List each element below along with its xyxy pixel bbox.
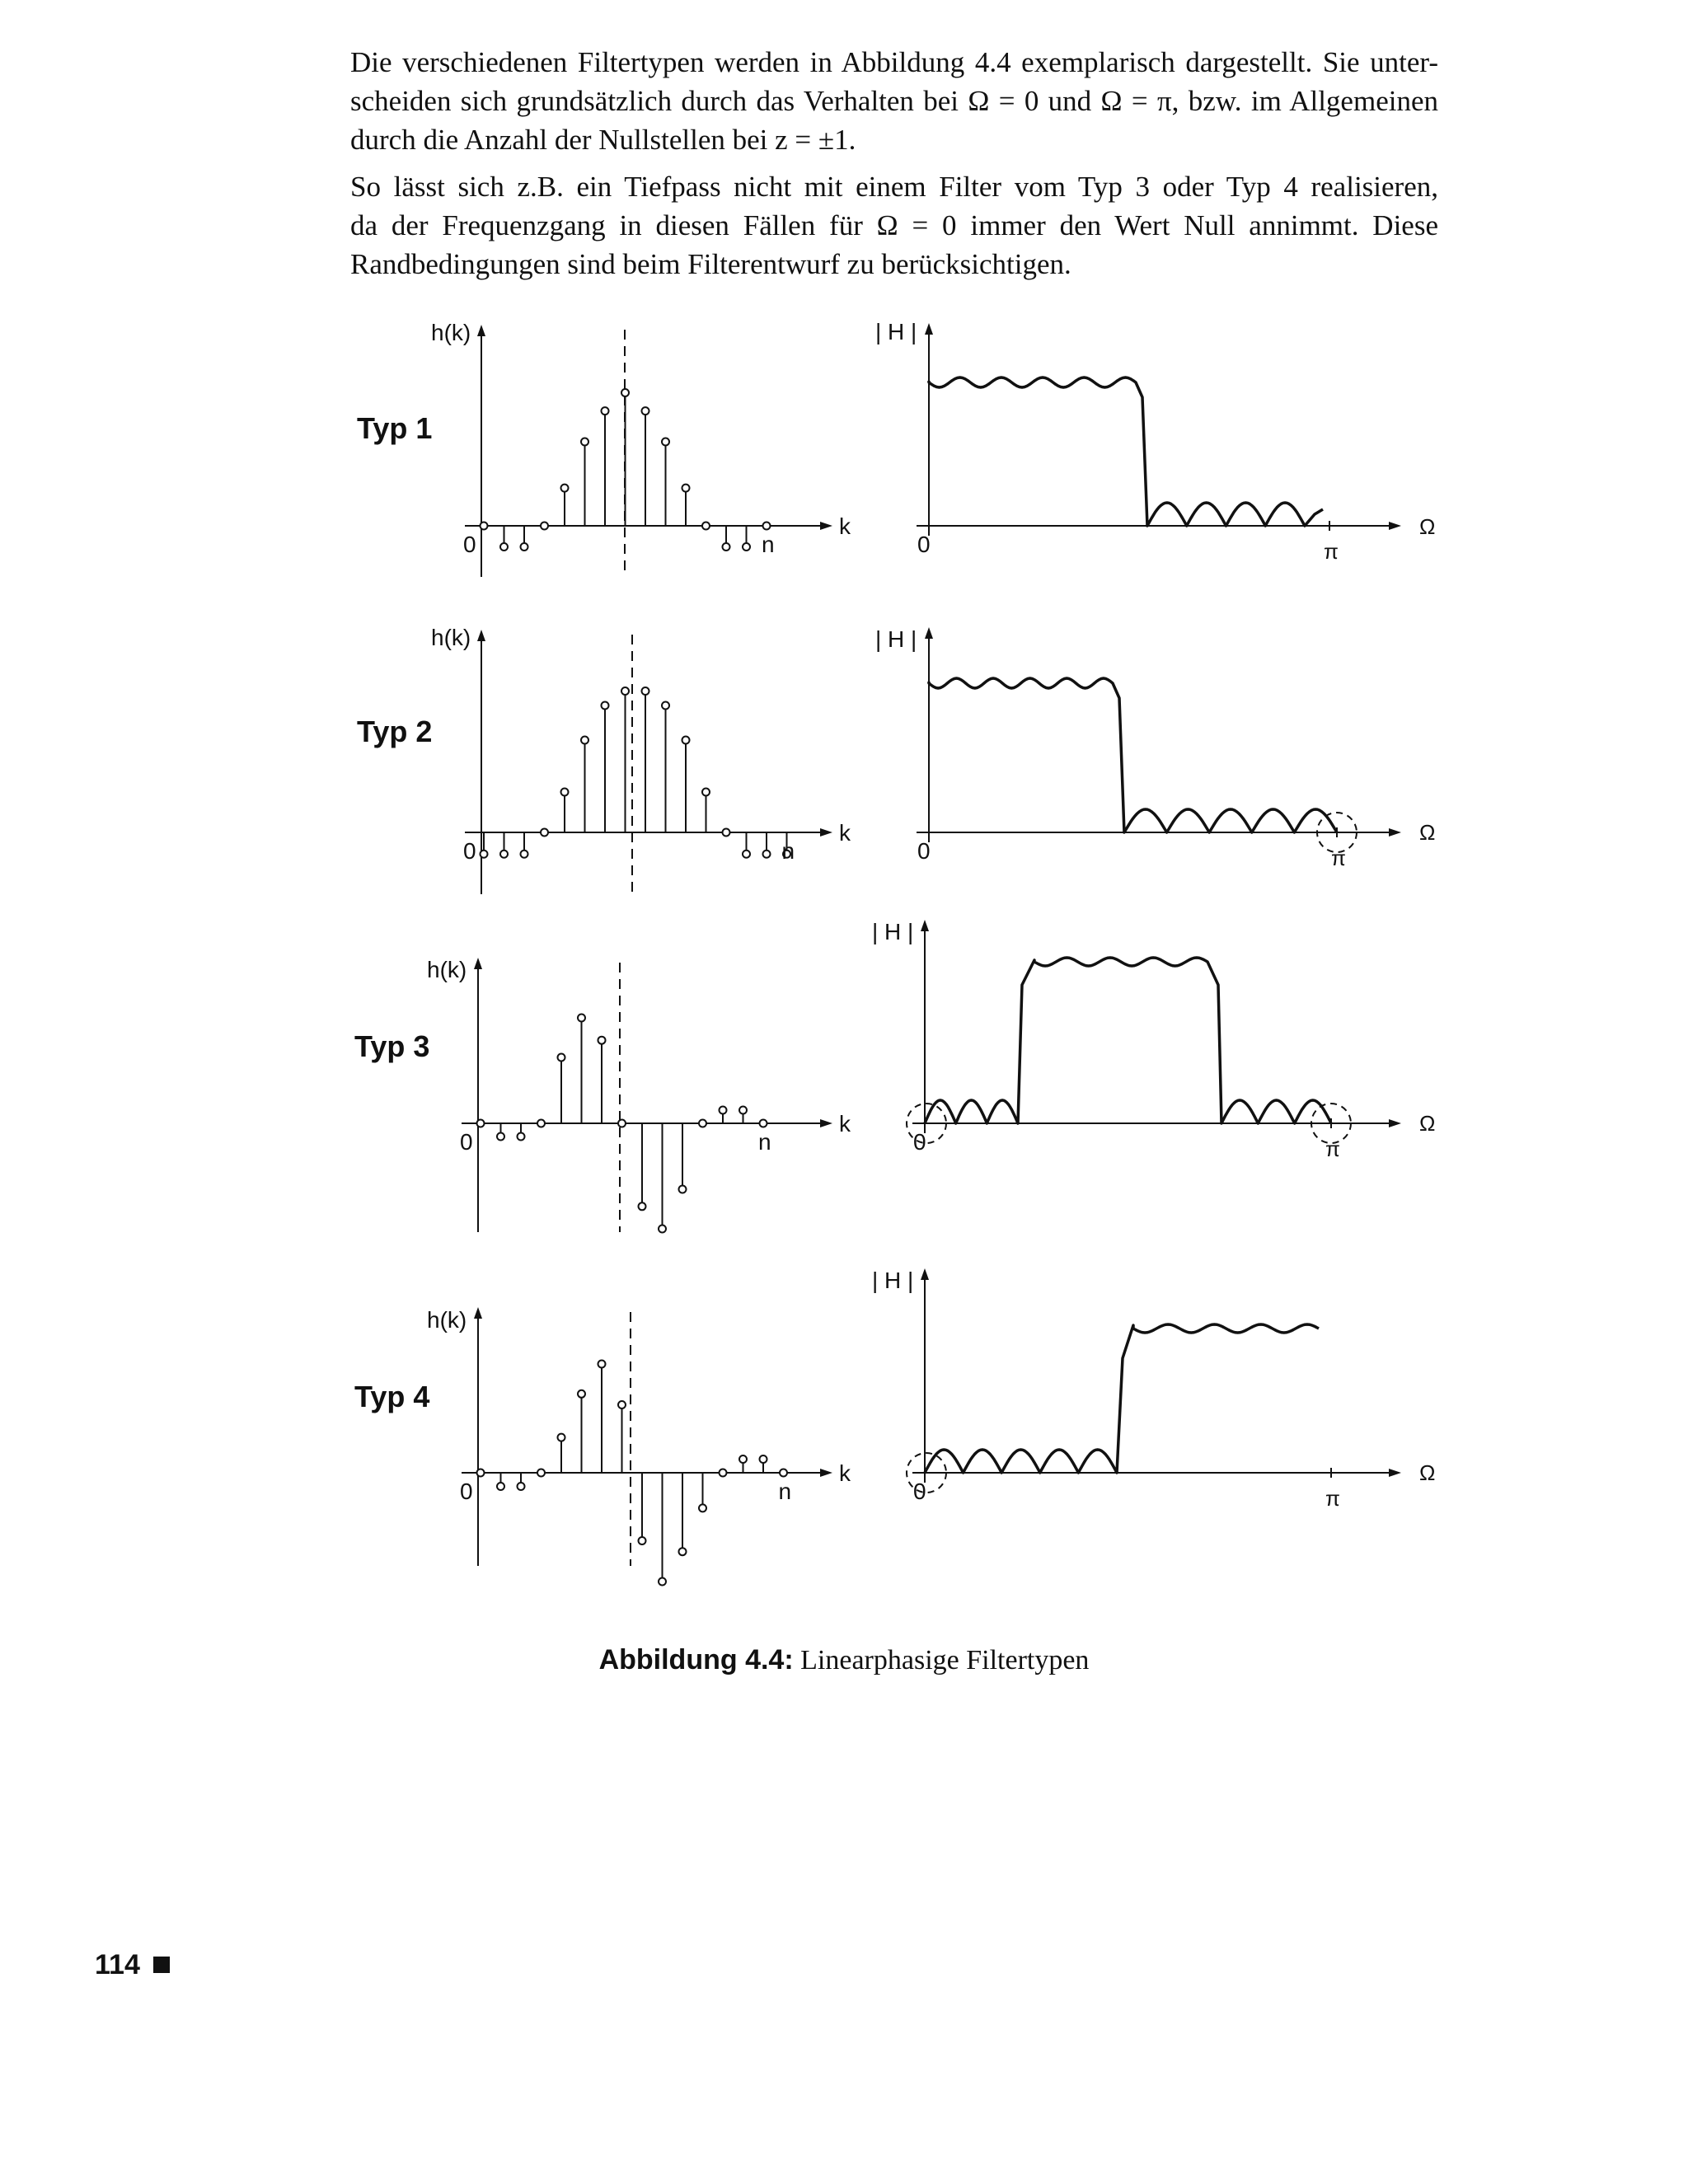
impulse-origin-label: 0 xyxy=(460,1129,473,1155)
impulse-sample xyxy=(739,1107,747,1114)
magnitude-origin-label: 0 xyxy=(917,838,931,864)
paragraph-line: Randbedingungen sind beim Filterentwurf zu berücksichtigen. xyxy=(350,248,1071,280)
impulse-sample xyxy=(618,1120,626,1127)
impulse-sample xyxy=(537,1120,545,1127)
impulse-sample xyxy=(760,1455,767,1463)
impulse-sample xyxy=(720,1469,727,1477)
impulse-sample xyxy=(481,851,488,858)
impulse-y-arrow xyxy=(474,1307,482,1319)
impulse-sample xyxy=(682,485,690,492)
impulse-sample xyxy=(518,1483,525,1490)
impulse-sample xyxy=(702,523,710,530)
impulse-sample xyxy=(763,523,771,530)
magnitude-x-label: Ω xyxy=(1419,1460,1436,1485)
impulse-sample xyxy=(699,1504,706,1511)
impulse-y-arrow xyxy=(477,325,485,336)
impulse-sample xyxy=(639,1202,646,1210)
impulse-end-label: n xyxy=(781,838,795,864)
impulse-x-label: k xyxy=(839,513,851,539)
impulse-sample xyxy=(679,1186,687,1193)
caption-text: Linearphasige Filtertypen xyxy=(800,1645,1090,1675)
impulse-sample xyxy=(521,543,528,551)
magnitude-x-arrow xyxy=(1389,828,1401,837)
impulse-sample xyxy=(763,851,771,858)
impulse-sample xyxy=(743,543,750,551)
impulse-x-arrow xyxy=(820,522,832,530)
impulse-sample xyxy=(481,523,488,530)
type-label: Typ 3 xyxy=(354,1029,430,1063)
impulse-sample xyxy=(497,1133,504,1141)
impulse-x-label: k xyxy=(839,1111,851,1137)
type-label: Typ 4 xyxy=(354,1380,430,1413)
impulse-sample xyxy=(578,1390,585,1398)
impulse-sample xyxy=(659,1226,666,1233)
impulse-sample xyxy=(578,1015,585,1022)
magnitude-curve xyxy=(929,678,1337,832)
magnitude-pi-label: π xyxy=(1325,1486,1340,1511)
magnitude-y-label: | H | xyxy=(872,1268,914,1293)
impulse-sample xyxy=(521,851,528,858)
impulse-sample xyxy=(561,485,569,492)
impulse-sample xyxy=(699,1120,706,1127)
impulse-sample xyxy=(497,1483,504,1490)
impulse-sample xyxy=(598,1037,606,1044)
impulse-sample xyxy=(720,1107,727,1114)
impulse-x-arrow xyxy=(820,828,832,837)
impulse-sample xyxy=(561,789,569,796)
type-label: Typ 2 xyxy=(357,715,433,748)
impulse-sample xyxy=(723,543,730,551)
impulse-sample xyxy=(723,829,730,837)
impulse-sample xyxy=(662,438,669,446)
impulse-origin-label: 0 xyxy=(463,532,476,557)
impulse-x-arrow xyxy=(820,1469,832,1477)
magnitude-y-arrow xyxy=(925,627,933,639)
impulse-sample xyxy=(780,1469,787,1477)
paragraph-line: So lässt sich z.B. ein Tiefpass nicht mit einem Filter vom Typ 3 oder Typ 4 realisieren, xyxy=(350,171,1438,203)
impulse-x-label: k xyxy=(839,820,851,846)
paragraph-line: scheiden sich grundsätzlich durch das Verhalten bei Ω = 0 und Ω = π, bzw. im Allgemeinen xyxy=(350,85,1438,117)
impulse-y-arrow xyxy=(474,958,482,969)
page-number-value: 114 xyxy=(95,1949,140,1980)
impulse-origin-label: 0 xyxy=(460,1479,473,1504)
impulse-sample xyxy=(518,1133,525,1141)
figure-caption xyxy=(0,1644,1688,1676)
paragraph-line: da der Frequenzgang in diesen Fällen für Ω = 0 immer den Wert Null annimmt. Diese xyxy=(350,209,1438,241)
impulse-sample xyxy=(642,407,649,415)
impulse-x-label: k xyxy=(839,1460,851,1486)
magnitude-x-arrow xyxy=(1389,522,1401,530)
caption-label: Abbildung 4.4: xyxy=(598,1644,794,1675)
impulse-sample xyxy=(739,1455,747,1463)
impulse-sample xyxy=(760,1120,767,1127)
impulse-y-label: h(k) xyxy=(431,625,471,650)
impulse-y-label: h(k) xyxy=(431,320,471,345)
paragraph-line: Die verschiedenen Filtertypen werden in Abbildung 4.4 exemplarisch dargestellt. Sie unter- xyxy=(350,46,1438,78)
magnitude-y-label: | H | xyxy=(875,319,917,344)
impulse-end-label: n xyxy=(762,532,775,557)
magnitude-pi-label: π xyxy=(1325,1137,1340,1161)
page-marker-square xyxy=(153,1957,170,1973)
impulse-sample xyxy=(639,1537,646,1544)
impulse-sample xyxy=(598,1361,606,1368)
magnitude-x-label: Ω xyxy=(1419,514,1436,539)
impulse-origin-label: 0 xyxy=(463,838,476,864)
page-number xyxy=(95,1949,170,1981)
impulse-end-label: n xyxy=(778,1479,792,1504)
impulse-sample xyxy=(541,829,548,837)
impulse-sample xyxy=(602,407,609,415)
impulse-sample xyxy=(682,737,690,744)
magnitude-x-label: Ω xyxy=(1419,820,1436,845)
type-label: Typ 1 xyxy=(357,411,433,445)
impulse-sample xyxy=(581,737,588,744)
impulse-sample xyxy=(642,687,649,695)
impulse-sample xyxy=(477,1120,485,1127)
impulse-sample xyxy=(679,1548,687,1555)
impulse-end-label: n xyxy=(758,1129,771,1155)
impulse-y-label: h(k) xyxy=(427,957,467,982)
magnitude-y-label: | H | xyxy=(872,919,914,944)
impulse-sample xyxy=(602,702,609,710)
magnitude-x-arrow xyxy=(1389,1469,1401,1477)
impulse-sample xyxy=(621,687,629,695)
magnitude-y-arrow xyxy=(921,920,929,931)
magnitude-origin-label: 0 xyxy=(913,1479,926,1504)
magnitude-curve xyxy=(925,958,1331,1123)
magnitude-pi-label: π xyxy=(1324,539,1339,564)
impulse-sample xyxy=(581,438,588,446)
magnitude-origin-label: 0 xyxy=(917,532,931,557)
impulse-sample xyxy=(541,523,548,530)
impulse-sample xyxy=(659,1578,666,1586)
impulse-sample xyxy=(743,851,750,858)
magnitude-curve xyxy=(925,1324,1319,1473)
impulse-sample xyxy=(702,789,710,796)
impulse-sample xyxy=(500,543,508,551)
magnitude-x-arrow xyxy=(1389,1119,1401,1127)
magnitude-y-arrow xyxy=(925,323,933,335)
magnitude-curve xyxy=(929,377,1323,526)
impulse-sample xyxy=(558,1434,565,1441)
impulse-y-label: h(k) xyxy=(427,1307,467,1333)
paragraph-line: durch die Anzahl der Nullstellen bei z = ±1. xyxy=(350,124,856,156)
magnitude-y-arrow xyxy=(921,1268,929,1280)
magnitude-origin-label: 0 xyxy=(913,1129,926,1155)
impulse-y-arrow xyxy=(477,630,485,641)
impulse-sample xyxy=(618,1401,626,1408)
impulse-sample xyxy=(662,702,669,710)
magnitude-pi-label: π xyxy=(1331,846,1346,870)
impulse-sample xyxy=(477,1469,485,1477)
magnitude-y-label: | H | xyxy=(875,626,917,652)
impulse-sample xyxy=(500,851,508,858)
impulse-sample xyxy=(558,1054,565,1062)
impulse-x-arrow xyxy=(820,1119,832,1127)
impulse-sample xyxy=(621,389,629,396)
magnitude-x-label: Ω xyxy=(1419,1111,1436,1136)
impulse-sample xyxy=(537,1469,545,1477)
